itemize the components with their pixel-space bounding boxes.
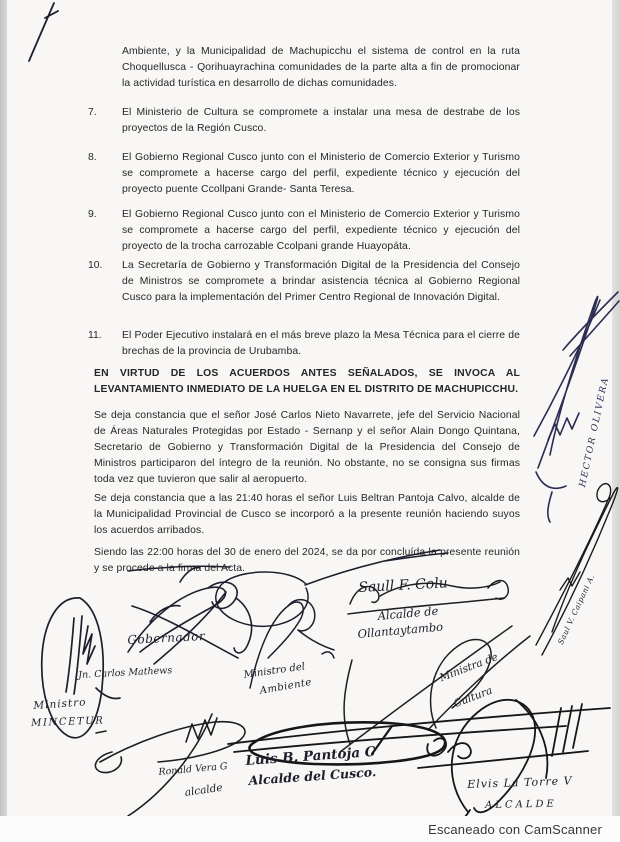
signature-cultura-title-1: Ministra de (438, 650, 500, 685)
item-number: 9. (88, 209, 97, 220)
scan-edge-left (0, 0, 7, 816)
paragraph-intro-continuation: Ambiente, y la Municipalidad de Machupicchu el sistema de control en la ruta Choquellusca - Qorihuayrachina comunidades de la parte alta a fin de promocionar la actividad turística en desarrollo de dichas comunidades. (122, 46, 520, 89)
signature-cultura-title-2: Cultura (452, 684, 495, 711)
signature-ollantaytambo-title-1: Alcalde de (377, 603, 439, 623)
signature-mincetur-title-1: Ministro (33, 696, 87, 712)
item-text: El Gobierno Regional Cusco junto con el Ministerio de Comercio Exterior y Turismo se compromete a hacerse cargo del perfil, expediente técnico y ejecución del proyecto puente Ccollpani Grande- Santa Teresa. (122, 152, 520, 195)
numbered-item-10 (88, 258, 520, 306)
signature-ronald-vera-title: alcalde (184, 781, 224, 799)
signature-saul-caipani-caption: Saul V. Caipani A. (556, 572, 597, 646)
numbered-item-11 (88, 328, 520, 360)
signature-mincetur-title-2: MINCETUR (31, 715, 105, 729)
signature-elvis-latorre-name: Elvis La Torre V (467, 774, 573, 791)
paragraph-cierre-acta: Siendo las 22:00 horas del 30 de enero del 2024, se da por concluída la presente reunión y se procede a la firma del Acta. (94, 547, 520, 574)
signature-ambiente-title-1: Ministro del (243, 661, 306, 681)
item-text: El Ministerio de Cultura se compromete a instalar una mesa de destrabe de los proyectos de la Región Cusco. (122, 107, 520, 134)
signature-ollantaytambo-name: Saull F. Colu (358, 575, 449, 596)
signature-elvis-latorre-title: ALCALDE (485, 798, 557, 811)
camscanner-watermark-text: Escaneado con CamScanner (428, 821, 602, 837)
item-text: El Gobierno Regional Cusco junto con el Ministerio de Comercio Exterior y Turismo se compromete a hacerse cargo del perfil, expediente técnico y ejecución del proyecto de la trocha carrozable Ccolpani grande Huayopáta. (122, 209, 520, 252)
paragraph-constancia-pantoja: Se deja constancia que a las 21:40 horas el señor Luis Beltran Pantoja Calvo, alcalde de la Municipalidad Provincial de Cusco se incorporó a la presente reunión haciendo suyos los acuerdos arribados. (94, 493, 520, 536)
item-number: 10. (88, 260, 103, 271)
signature-hector-olivera-caption: HECTOR OLIVERA (578, 375, 612, 489)
item-number: 7. (88, 107, 97, 118)
item-number: 11. (88, 330, 102, 341)
signature-gobernador-ink (128, 568, 252, 664)
signature-mincetur-name: Jn. Carlos Mathews (78, 665, 173, 681)
signature-ollantaytambo-title-2: Ollantaytambo (357, 619, 444, 641)
numbered-item-7 (88, 105, 520, 137)
signature-hector-olivera-ink (534, 292, 619, 522)
item-number: 8. (88, 152, 97, 163)
paragraph-constancia-nieto: Se deja constancia que el señor José Carlos Nieto Navarrete, jefe del Servicio Nacional de Áreas Naturales Protegidas por Estado - Sernanp y el señor Alain Dongo Quintana, Secretario de Gobierno y Transformación Digital de la Presidencia del Consejo de Ministros participaron del íntegro de la reunión. No obstante, no se consigna sus firmas toda vez que tuvieron que salir al aeropuerto. (94, 410, 520, 485)
signature-ronald-vera-name: Ronald Vera G (158, 760, 228, 778)
scan-edge-right (612, 0, 620, 816)
numbered-item-8 (88, 150, 520, 198)
item-text: El Poder Ejecutivo instalará en el más breve plazo la Mesa Técnica para el cierre de brechas de la provincia de Urubamba. (122, 330, 520, 357)
signature-saul-caipani-ink (536, 484, 618, 655)
top-left-pen-stroke (29, 3, 58, 61)
signature-ambiente-title-2: Ambiente (259, 676, 313, 697)
paragraph-bold-statement: EN VIRTUD DE LOS ACUERDOS ANTES SEÑALADOS, SE INVOCA AL LEVANTAMIENTO INMEDIATO DE LA HUELGA EN EL DISTRITO DE MACHUPICCHU. (94, 368, 520, 395)
signature-pantoja-title: Alcalde del Cusco. (248, 764, 377, 788)
signature-cultura-ink (340, 626, 530, 752)
item-text: La Secretaría de Gobierno y Transformación Digital de la Presidencia del Consejo de Ministros se compromete a brindar asistencia técnica al Gobierno Regional Cusco para la implementación del Primer Centro Regional de Innovación Digital. (122, 260, 520, 303)
numbered-item-9 (88, 207, 520, 255)
camscanner-watermark-bar (0, 816, 620, 842)
signature-pantoja-name: Luis B. Pantoja C (245, 743, 377, 769)
signature-gobernador-caption: Gobernador (127, 628, 206, 647)
